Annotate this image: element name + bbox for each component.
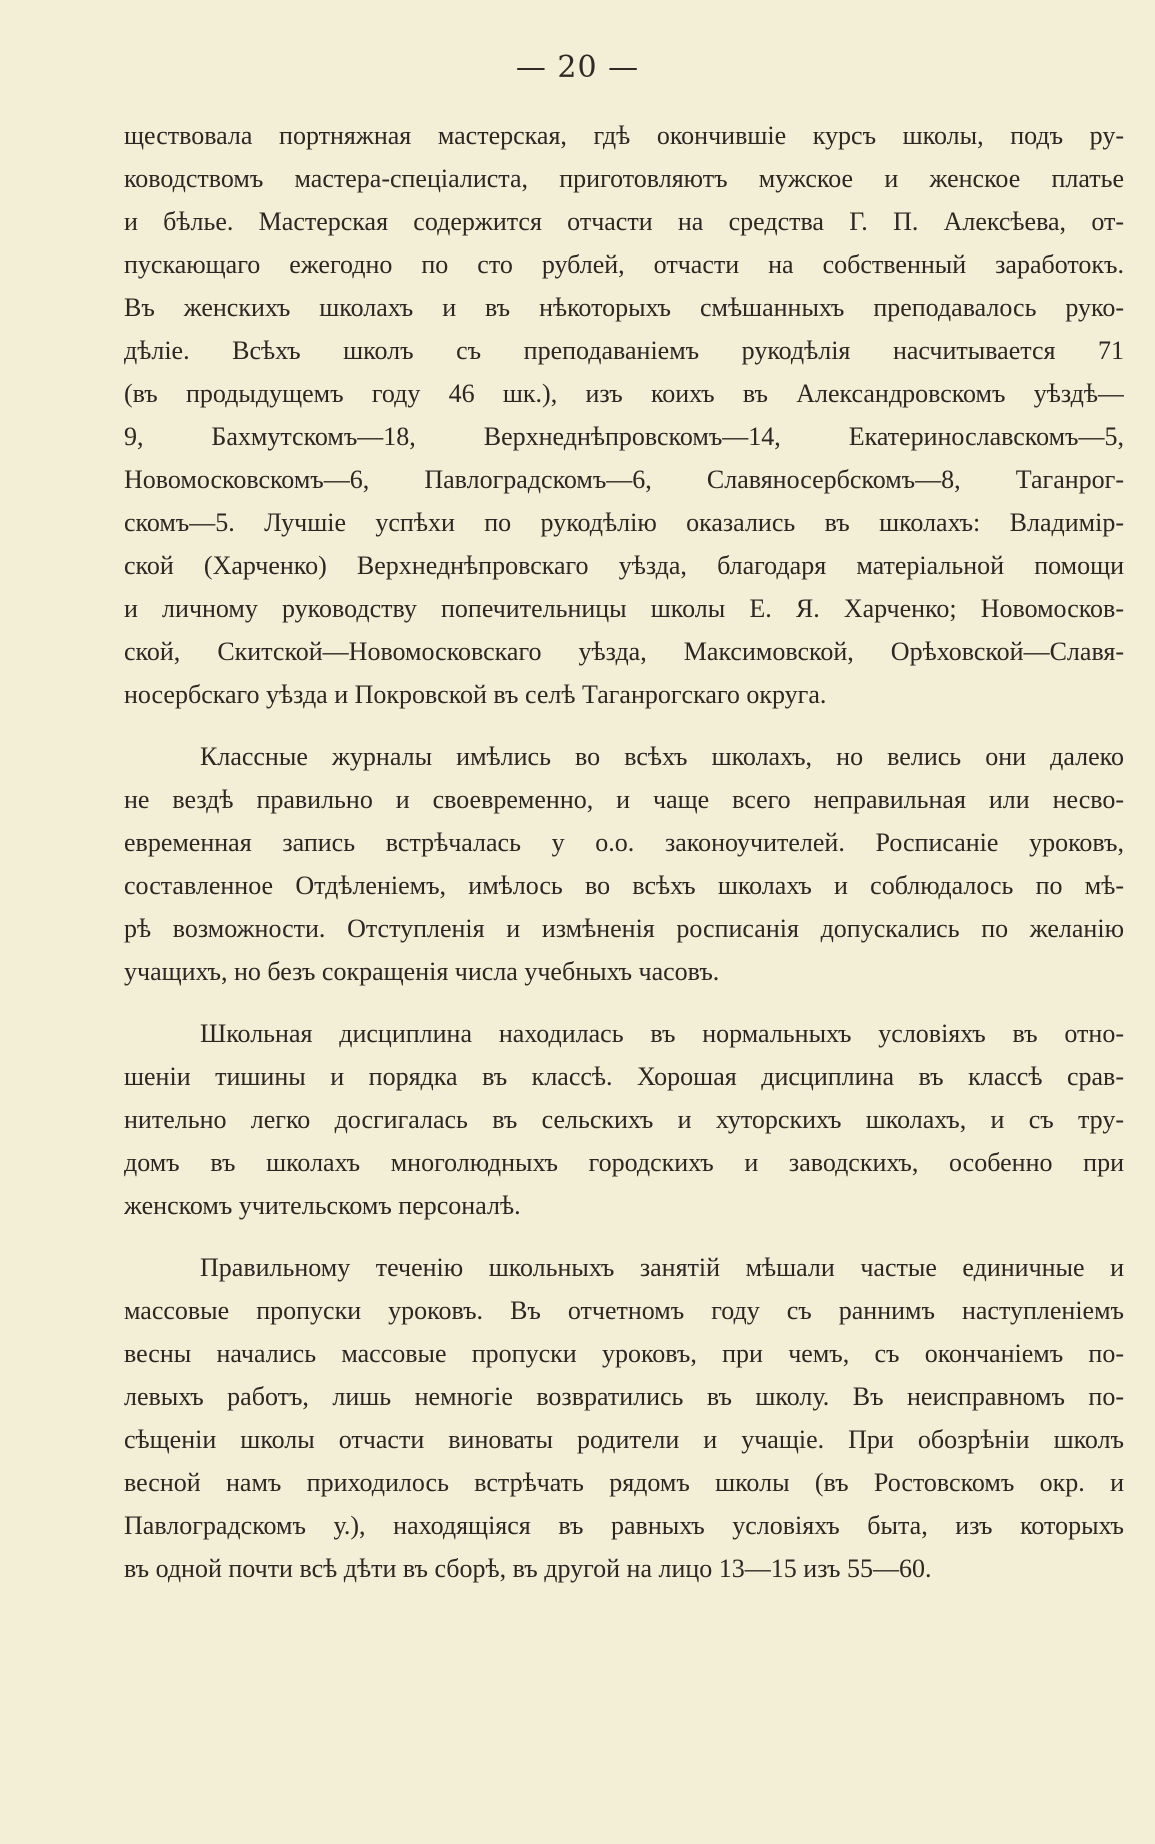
text-line: евременная запись встрѣчалась у о.о. законоучителей. Росписаніе уроковъ, [124,828,1124,857]
text-line: ской, Скитской—Новомосковскаго уѣзда, Максимовской, Орѣховской—Славя- [124,637,1124,666]
paragraph [124,114,1124,716]
body-text [124,114,1124,1590]
paragraph [124,1246,1124,1590]
text-line: Школьная дисциплина находилась въ нормальныхъ условіяхъ въ отно- [200,1019,1124,1048]
text-line: пускающаго ежегодно по сто рублей, отчасти на собственный заработокъ. [124,250,1124,279]
text-line: 9, Бахмутскомъ—18, Верхнеднѣпровскомъ—14, Екатеринославскомъ—5, [124,422,1124,451]
text-line: дѣліе. Всѣхъ школъ съ преподаваніемъ рукодѣлія насчитывается 71 [124,336,1124,365]
text-line: нительно легко досгигалась въ сельскихъ и хуторскихъ школахъ, и съ тру- [124,1105,1124,1134]
text-line: Правильному теченію школьныхъ занятій мѣшали частые единичные и [200,1253,1124,1282]
text-line: рѣ возможности. Отступленія и измѣненія росписанія допускались по желанію [124,914,1124,943]
text-line: Павлоградскомъ у.), находящіяся въ равныхъ условіяхъ быта, изъ которыхъ [124,1511,1124,1540]
text-line: ществовала портняжная мастерская, гдѣ окончившіе курсъ школы, подъ ру- [124,121,1124,150]
text-line: весны начались массовые пропуски уроковъ, при чемъ, съ окончаніемъ по- [124,1339,1124,1368]
text-line: сѣщеніи школы отчасти виноваты родители и учащіе. При обозрѣніи школъ [124,1425,1124,1454]
text-line: въ одной почти всѣ дѣти въ сборѣ, въ другой на лицо 13—15 изъ 55—60. [124,1554,932,1583]
text-line: Новомосковскомъ—6, Павлоградскомъ—6, Славяносербскомъ—8, Таганрог- [124,465,1124,494]
text-line: учащихъ, но безъ сокращенія числа учебныхъ часовъ. [124,957,720,986]
text-line: левыхъ работъ, лишь немногіе возвратились въ школу. Въ неисправномъ по- [124,1382,1124,1411]
text-line: весной намъ приходилось встрѣчать рядомъ школы (въ Ростовскомъ окр. и [124,1468,1124,1497]
paragraph [124,735,1124,993]
text-line: не вездѣ правильно и своевременно, и чаще всего неправильная или несво- [124,785,1124,814]
text-line: составленное Отдѣленіемъ, имѣлось во всѣхъ школахъ и соблюдалось по мѣ- [124,871,1124,900]
paragraph [124,1012,1124,1227]
text-line: женскомъ учительскомъ персоналѣ. [124,1191,521,1220]
text-line: ководствомъ мастера-спеціалиста, приготовляютъ мужское и женское платье [124,164,1124,193]
text-line: носербскаго уѣзда и Покровской въ селѣ Таганрогскаго округа. [124,680,827,709]
page-number: — 20 — [515,50,640,85]
text-line: и бѣлье. Мастерская содержится отчасти на средства Г. П. Алексѣева, от- [124,207,1124,236]
text-line: домъ въ школахъ многолюдныхъ городскихъ и заводскихъ, особенно при [124,1148,1124,1177]
text-line: скомъ—5. Лучшіе успѣхи по рукодѣлію оказались въ школахъ: Владимір- [124,508,1124,537]
text-line: Въ женскихъ школахъ и въ нѣкоторыхъ смѣшанныхъ преподавалось руко- [124,293,1124,322]
text-line: массовые пропуски уроковъ. Въ отчетномъ году съ раннимъ наступленіемъ [124,1296,1124,1325]
text-line: (въ продыдущемъ году 46 шк.), изъ коихъ въ Александровскомъ уѣздѣ— [124,379,1124,408]
text-line: и личному руководству попечительницы школы Е. Я. Харченко; Новомосков- [124,594,1124,623]
text-line: Классные журналы имѣлись во всѣхъ школахъ, но велись они далеко [200,742,1124,771]
text-line: ской (Харченко) Верхнеднѣпровскаго уѣзда, благодаря матеріальной помощи [124,551,1124,580]
text-line: шеніи тишины и порядка въ классѣ. Хорошая дисциплина въ классѣ срав- [124,1062,1124,1091]
